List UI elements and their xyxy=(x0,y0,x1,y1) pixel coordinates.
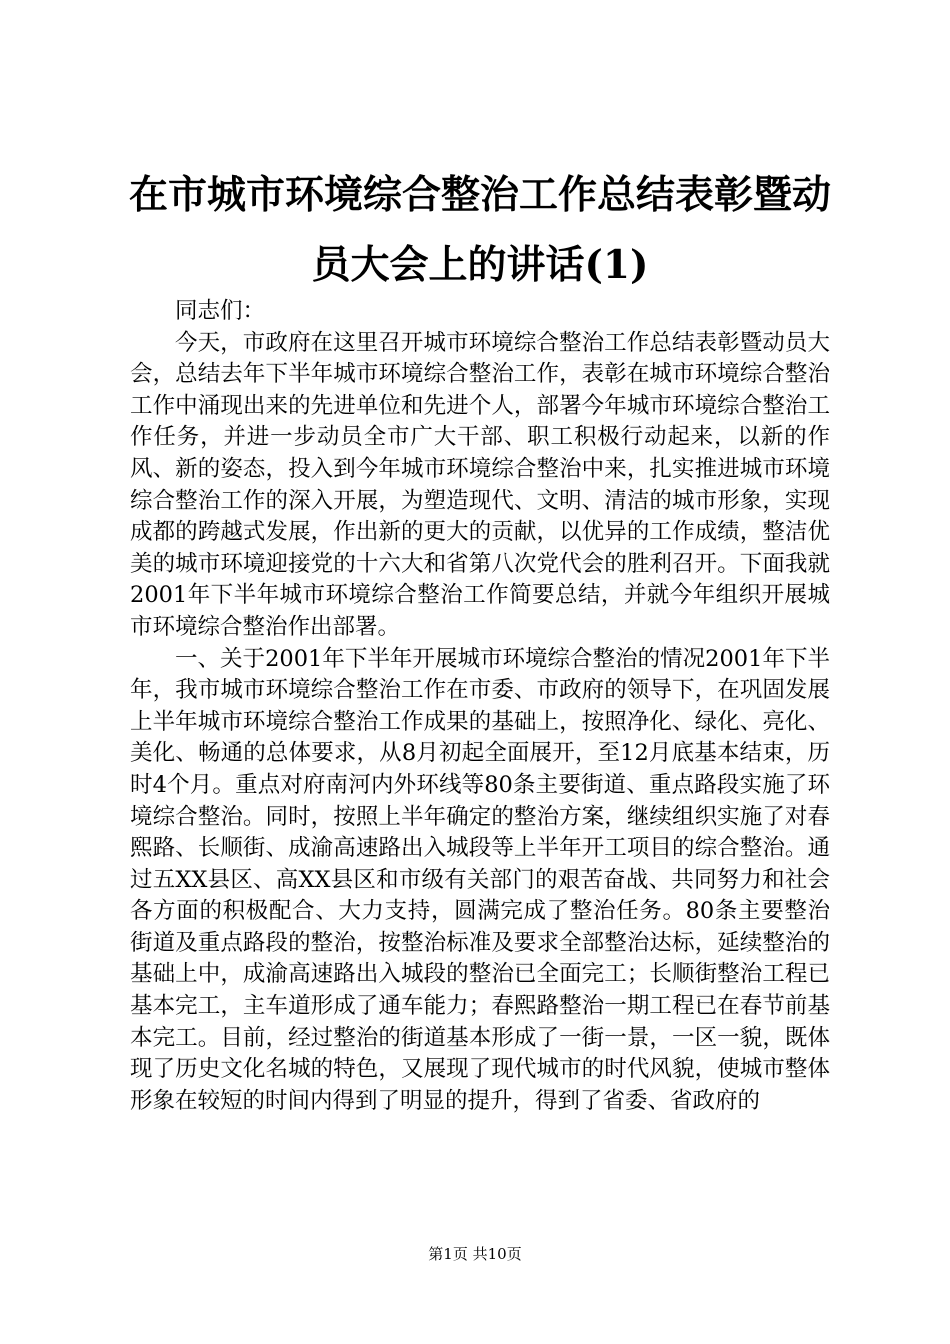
section-one-paragraph: 一、关于2001年下半年开展城市环境综合整治的情况2001年下半年，我市城市环境综合整治工作在市委、市政府的领导下，在巩固发展上半年城市环境综合整治工作成果的基础上，按照净化、绿化、亮化、美化、畅通的总体要求，从8月初起全面展开，至12月底基本结束，历时4个月。重点对府南河内外环线等80条主要街道、重点路段实施了环境综合整治。同时，按照上半年确定的整治方案，继续组织实施了对春熙路、长顺街、成渝高速路出入城段等上半年开工项目的综合整治。通过五XX县区、高XX县区和市级有关部门的艰苦奋战、共同努力和社会各方面的积极配合、大力支持，圆满完成了整治任务。80条主要整治街道及重点路段的整治，按整治标准及要求全部整治达标，延续整治的基础上中，成渝高速路出入城段的整治已全面完工；长顺街整治工程已基本完工，主车道形成了通车能力；春熙路整治一期工程已在春节前基本完工。目前，经过整治的街道基本形成了一街一景，一区一貌，既体现了历史文化名城的特色，又展现了现代城市的时代风貌，使城市整体形象在较短的时间内得到了明显的提升，得到了省委、省政府的 xyxy=(130,645,830,1114)
document-body xyxy=(130,296,830,1117)
salutation-paragraph: 同志们： xyxy=(175,298,266,324)
document-title: 在市城市环境综合整治工作总结表彰暨动员大会上的讲话(1) xyxy=(128,172,831,288)
page-number-footer: 第1页 共10页 xyxy=(428,1245,522,1263)
intro-paragraph: 今天，市政府在这里召开城市环境综合整治工作总结表彰暨动员大会，总结去年下半年城市环境综合整治工作，表彰在城市环境综合整治工作中涌现出来的先进单位和先进个人，部署今年城市环境综合整治工作任务，并进一步动员全市广大干部、职工积极行动起来，以新的作风、新的姿态，投入到今年城市环境综合整治中来，扎实推进城市环境综合整治工作的深入开展，为塑造现代、文明、清洁的城市形象，实现成都的跨越式发展，作出新的更大的贡献，以优异的工作成绩，整洁优美的城市环境迎接党的十六大和省第八次党代会的胜利召开。下面我就2001年下半年城市环境综合整治工作简要总结，并就今年组织开展城市环境综合整治作出部署。 xyxy=(130,329,830,640)
